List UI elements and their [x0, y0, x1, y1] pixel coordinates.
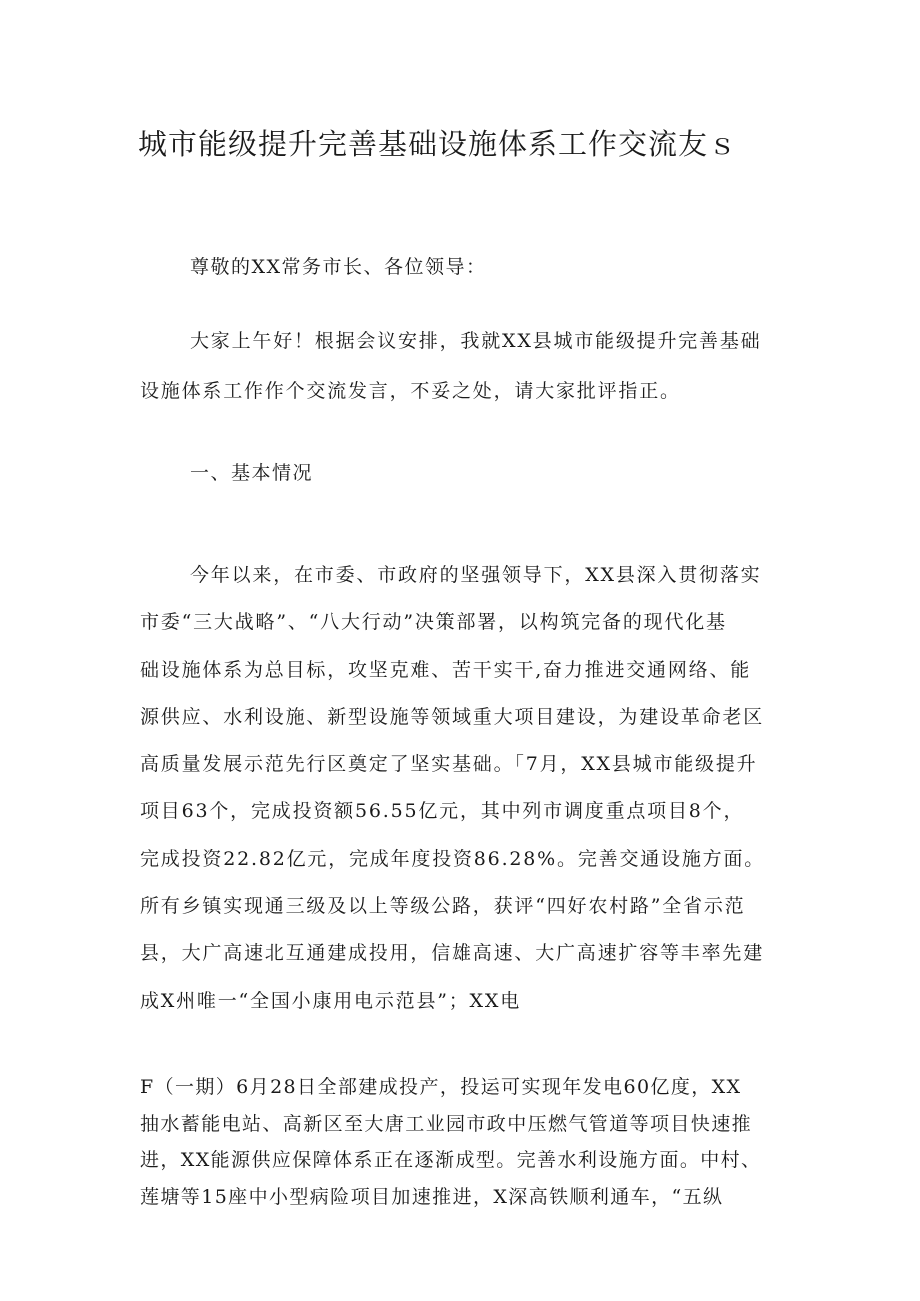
intro-paragraph	[140, 316, 800, 416]
continued-line: 进，XX能源供应保障体系正在逐渐成型。完善水利设施方面。中村、	[140, 1149, 762, 1171]
body-line: 县，大广高速北互通建成投用，信雄高速、大广高速扩容等丰率先建	[140, 942, 765, 965]
body-line: 今年以来，在市委、市政府的坚强领导下，XX县深入贯彻落实	[190, 564, 762, 586]
intro-line: 大家上午好！根据会议安排，我就XX县城市能级提升完善基础	[190, 330, 762, 352]
body-line: 项目63个，完成投资额56.55亿元，其中列市调度重点项目8个，	[140, 800, 745, 823]
body-line: 高质量发展示范先行区奠定了坚实基础。「7月，XX县城市能级提升	[140, 753, 758, 776]
body-line: 源供应、水利设施、新型设施等领域重大项目建设，为建设革命老区	[140, 705, 765, 728]
body-line: 所有乡镇实现通三级及以上等级公路，获评“四好农村路”全省示范	[140, 895, 746, 918]
document-title: 城市能级提升完善基础设施体系工作交流友ｓ	[138, 127, 739, 161]
section-heading: 一、基本情况	[190, 462, 314, 484]
intro-line: 设施体系工作作个交流发言，不妥之处，请大家批评指正。	[140, 380, 681, 402]
body-line: 完成投资22.82亿元，完成年度投资86.28%。完善交通设施方面。	[140, 847, 766, 870]
body-line: 成X州唯一“全国小康用电示范县”；XX电	[140, 989, 522, 1012]
continued-line: F（一期）6月28日全部建成投产，投运可实现年发电60亿度，XX	[140, 1076, 742, 1098]
body-line: 础设施体系为总目标，攻坚克难、苦干实干,奋力推进交通网络、能	[140, 658, 752, 681]
continued-paragraph	[140, 1069, 800, 1215]
continued-line: 莲塘等15座中小型病险项目加速推进，X深高铁顺利通车，“五纵	[140, 1185, 724, 1208]
body-line: 市委“三大战略”、“八大行动”决策部署，以构筑完备的现代化基	[140, 611, 727, 634]
continued-line: 抽水蓄能电站、高新区至大唐工业园市政中压燃气管道等项目快速推	[140, 1112, 753, 1135]
body-paragraph	[140, 552, 800, 1025]
salutation: 尊敬的XX常务市长、各位领导：	[190, 256, 487, 278]
